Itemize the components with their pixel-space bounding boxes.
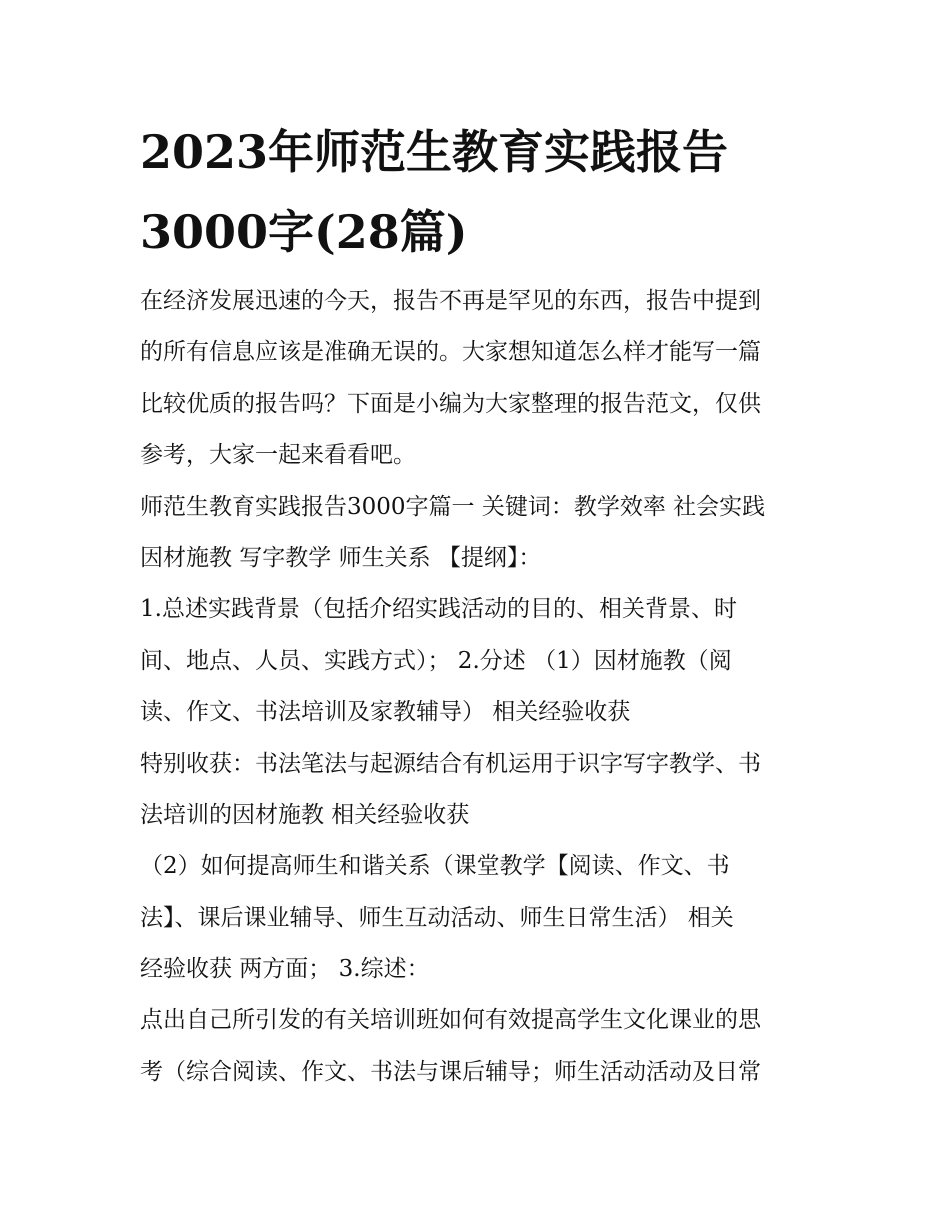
text-line: 参考，大家一起来看看吧。 [140,442,416,469]
title-line-1: 2023年师范生教育实践报告 [140,125,729,179]
title-line-2: 3000字(28篇) [140,205,468,259]
text-line: （2）如何提高师生和谐关系（课堂教学【阅读、作文、书 [140,853,730,880]
document-title [140,112,820,272]
text-line: 师范生教育实践报告3000字篇一 关键词：教学效率 社会实践 [140,493,766,520]
text-line: 特别收获：书法笔法与起源结合有机运用于识字写字教学、书 [140,750,761,777]
text-line: 考（综合阅读、作文、书法与课后辅导；师生活动活动及日常 [140,1058,761,1085]
document-body [140,276,820,1098]
text-line: 经验收获 两方面； 3.综述： [140,956,430,983]
text-line: 的所有信息应该是准确无误的。大家想知道怎么样才能写一篇 [140,339,761,366]
text-line: 因材施教 写字教学 师生关系 【提纲】： [140,544,542,571]
text-line: 1.总述实践背景（包括介绍实践活动的目的、相关背景、时 [140,596,737,623]
text-line: 法培训的因材施教 相关经验收获 [140,801,470,828]
text-line: 间、地点、人员、实践方式）； 2.分述 （1）因材施教（阅 [140,647,732,674]
text-line: 比较优质的报告吗？下面是小编为大家整理的报告范文，仅供 [140,390,761,417]
text-line: 法】、课后课业辅导、师生互动活动、师生日常生活） 相关 [140,904,734,931]
text-line: 在经济发展迅速的今天，报告不再是罕见的东西，报告中提到 [140,288,761,314]
text-line: 读、作文、书法培训及家教辅导） 相关经验收获 [140,699,631,726]
text-line: 点出自己所引发的有关培训班如何有效提高学生文化课业的思 [140,1007,761,1034]
